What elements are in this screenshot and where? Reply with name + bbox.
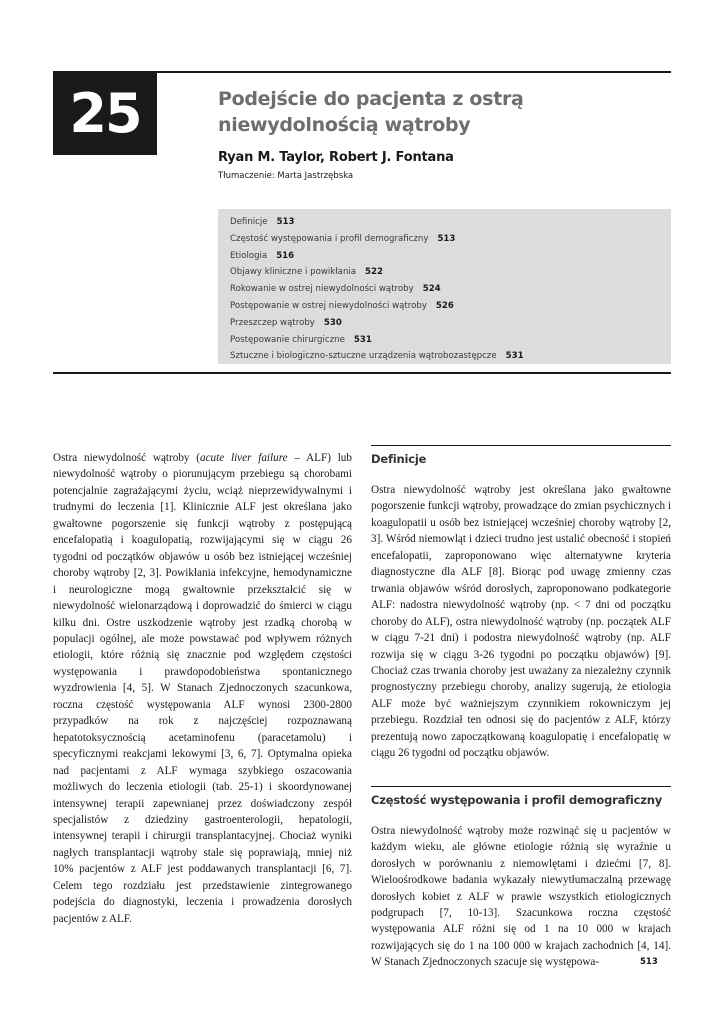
page-number: 513 [640, 957, 658, 967]
toc-item-page: 530 [323, 317, 342, 328]
toc-item[interactable] [230, 231, 671, 248]
chapter-authors: Ryan M. Taylor, Robert J. Fontana [218, 150, 454, 165]
toc-item[interactable] [230, 298, 671, 315]
chapter-title: Podejście do pacjenta z ostrą niewydolnością wątroby [218, 88, 524, 136]
toc-item-page: 513 [276, 217, 295, 227]
toc-item-label: Przeszczep wątroby [230, 317, 315, 328]
chapter-number: 25 [69, 82, 141, 145]
toc-item-label: Częstość występowania i profil demograficzny [230, 233, 429, 244]
section-text-czestosc: Ostra niewydolność wątroby może rozwinąć się u pacjentów w każdym wieku, ale główne etiologie różnią się wyraźnie u dorosłych w porównaniu z niemowlętami i dziećmi [7, 8]. Wieloośrodkowe badania wykazały niewytłumaczalną przewagę dorosłych kobiet z ALF w prawie wszystkich etiologicznych podgrupach [7, 10-13]. Szacunkowa roczna częstość występowania ALF różni się od 1 na 10 000 w krajach rozwijających się do 1 na 100 000 w krajach zachodnich [4, 14]. W Stanach Zjednoczonych szacuje się występowa- [371, 824, 671, 969]
toc-item-page: 516 [276, 250, 295, 261]
toc-item[interactable] [230, 248, 671, 265]
chapter-number-box [53, 73, 157, 155]
toc-item[interactable] [230, 214, 671, 231]
toc-item[interactable] [230, 281, 671, 298]
section-text-definicje: Ostra niewydolność wątroby jest określana jako gwałtowne pogorszenie funkcji wątroby, prowadzące do zmian psychicznych i koagulopatii u osób bez istniejącej wcześniej choroby wątroby [2, 3]. Wśród niemowląt i dzieci trudno jest ustalić obecność i stopień encefalopatii, zaproponowano więc alternatywne kryteria diagnostyczne dla ALF [8]. Biorąc pod uwagę zmienny czas trwania objawów wśród dorosłych, zaproponowano podkategorie ALF: nadostra niewydolność wątroby (np. < 7 dni od początku choroby do ALF), ostra niewydolność wątroby (np. początek ALF w ciągu 7-21 dni) i podostra niewydolność wątroby (np. ALF rozwija się w ciągu 3-26 tygodni po początku objawów) [9]. Chociaż czas trwania choroby jest uważany za niezależny czynnik prognostyczny przebiegu choroby, analizy sugerują, że etiologia ALF może być ważniejszym czynnikiem rokowniczym jej przebiegu. Rozdział ten odnosi się do pacjentów z ALF, którzy prezentują nowo zapoczątkowaną koagulopatię i encefalopatię w ciągu 26 tygodni od początku objawów. [371, 484, 671, 760]
table-of-contents [218, 209, 671, 364]
section-divider [371, 445, 671, 446]
toc-item-page: 531 [353, 334, 372, 345]
toc-item-label: Objawy kliniczne i powikłania [230, 267, 357, 278]
toc-item-page: 526 [435, 300, 454, 311]
right-column [371, 445, 671, 971]
toc-item[interactable] [230, 348, 671, 365]
toc-item-label: Etiologia [230, 250, 268, 261]
translator-credit: Tłumaczenie: Marta Jastrzębska [218, 171, 354, 181]
toc-item-label: Postępowanie chirurgiczne [230, 334, 345, 345]
intro-text-start: Ostra niewydolność wątroby ( [53, 452, 200, 464]
toc-item-label: Rokowanie w ostrej niewydolności wątroby [230, 284, 414, 295]
intro-text-rest: – ALF) lub niewydolność wątroby o piorunującym przebiegu są chorobami potencjalnie zagrażającymi życiu, wciąż nieprzewidywalnymi i trudnymi do leczenia [1]. Klinicznie ALF jest określana jako gwałtowne pogorszenie się funkcji wątroby z postępującą encefalopatią i koagulopatią, rozwijającymi się w ciągu 26 tygodni od początków objawów u osób bez istniejącej wcześniej choroby wątroby [2, 3]. Powikłania infekcyjne, hemodynamiczne i neurologiczne mogą gwałtownie przekształcić się w niewydolność wielonarządową i doprowadzić do śmierci w ciągu kilku dni. Ostre uszkodzenie wątroby jest rzadką chorobą w populacji ogólnej, ale może powstawać pod wpływem różnych etiologii, które różnią się znacznie pod względem częstości występowania i prawdopodobieństwa spontanicznego wyzdrowienia [4, 5]. W Stanach Zjednoczonych szacunkowa, roczna częstość występowania ALF wynosi 2300-2800 przypadków na rok z najczęściej rozpoznawaną hepatotoksycznością acetaminofenu (paracetamolu) i specyficznymi reakcjami lekowymi [3, 6, 7]. Optymalna opieka nad pacjentami z ALF wymaga szybkiego oszacowania możliwych do leczenia etiologii (tab. 25-1) i skoordynowanej intensywnej terapii zapewnianej przez doświadczony zespół specjalistów z dziedziny gastroenterologii, hepatologii, intensywnej terapii i chirurgii transplantacyjnej. Chociaż wyniki nagłych transplantacji wątroby stale się poprawiają, mniej niż 10% pacjentów z ALF jest poddawanych transplantacji [6, 7]. Celem tego rozdziału jest przedstawienie zintegrowanego podejścia do diagnostyki, leczenia i prowadzenia dorosłych pacjentów z ALF. [53, 452, 352, 925]
toc-item-page: 524 [422, 284, 441, 295]
toc-item-page: 513 [437, 233, 456, 244]
toc-item-page: 522 [365, 267, 383, 278]
toc-item-label: Definicje [230, 217, 268, 227]
toc-item[interactable] [230, 332, 671, 349]
intro-paragraph [53, 450, 352, 927]
section-heading-czestosc: Częstość występowania i profil demograficzny [371, 792, 663, 807]
toc-item-label: Postępowanie w ostrej niewydolności wątroby [230, 300, 427, 311]
section-heading-definicje: Definicje [371, 452, 427, 466]
toc-item-page: 531 [505, 351, 524, 362]
toc-item-label: Sztuczne i biologiczno-sztuczne urządzenia wątrobozastępcze [230, 351, 497, 362]
toc-item[interactable] [230, 264, 671, 281]
intro-term-italic: acute liver failure [200, 452, 288, 464]
section-divider [371, 786, 671, 787]
toc-item[interactable] [230, 315, 671, 332]
header-divider [53, 372, 671, 374]
